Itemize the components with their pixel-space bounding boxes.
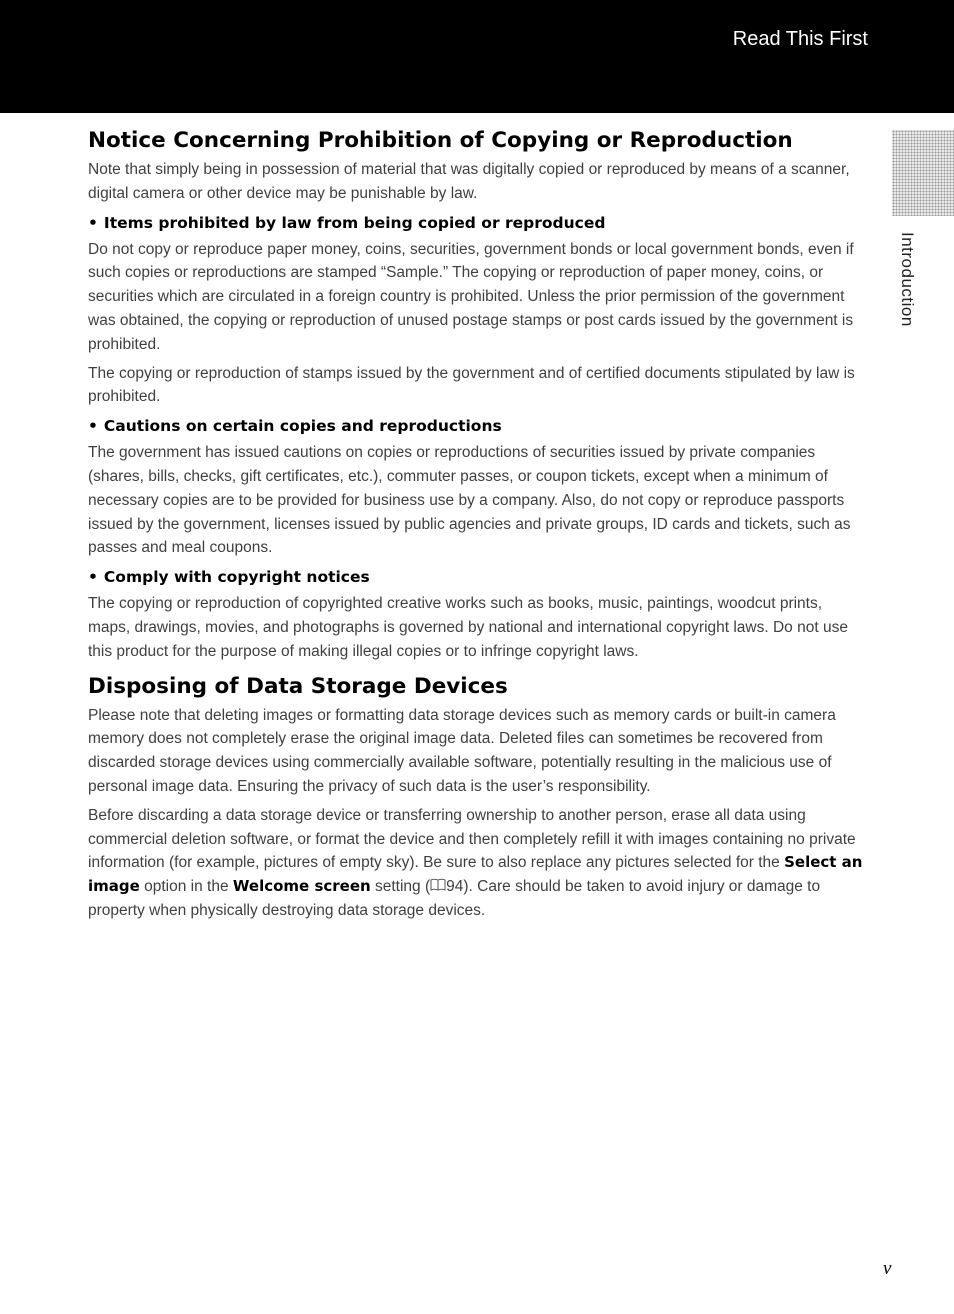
bullet-title: Cautions on certain copies and reproductions [103, 417, 502, 436]
menu-option-select-an-image: Select an image [88, 853, 863, 896]
chapter-tab-marker [892, 130, 954, 216]
section-heading-disposing: Disposing of Data Storage Devices [88, 673, 508, 699]
bullet-title: Comply with copyright notices [103, 568, 370, 587]
reference-page-number: 94 [446, 878, 464, 896]
section-heading-copying: Notice Concerning Prohibition of Copying or Reproduction [88, 128, 793, 153]
page-header-bar [0, 0, 954, 113]
menu-setting-welcome-screen: Welcome screen [232, 877, 371, 896]
bullet-heading-prohibited-items [88, 211, 866, 235]
paragraph-with-settings: Before discarding a data storage device or transferring ownership to another person, erase all data using commercial deletion software, or format the device and then completely refill it with images containing no private information (for example, pictures of empty sky). Be sure to also replace any pictures selected for the Select an image option in the Welcome screen setting ( 94). Care should be taken to avoid injury or damage to property when physically destroying data storage devices. [88, 806, 863, 919]
bullet-title: Items prohibited by law from being copied or reproduced [103, 213, 606, 232]
bullet-heading-cautions [88, 414, 866, 438]
bullet-heading-copyright [88, 565, 866, 589]
bullet-icon: • [88, 417, 98, 436]
bullet-icon: • [88, 213, 98, 232]
section-intro: Note that simply being in possession of material that was digitally copied or reproduced by means of a scanner, digital camera or other device may be punishable by law. [88, 161, 850, 202]
paragraph: The copying or reproduction of copyrighted creative works such as books, music, paintings, woodcut prints, maps, drawings, movies, and photographs is governed by national and international copyright laws. Do not use this product for the purpose of making illegal copies or to infringe copyright laws. [88, 595, 848, 660]
bullet-icon: • [88, 568, 98, 587]
paragraph: The copying or reproduction of stamps issued by the government and of certified documents stipulated by law is prohibited. [88, 364, 855, 406]
chapter-tab-label: Introduction [898, 232, 917, 327]
paragraph: Please note that deleting images or formatting data storage devices such as memory cards or built-in camera memory does not completely erase the original image data. Deleted files can sometimes be recovered from discarded storage devices using commercially available software, potentially resulting in the malicious use of personal image data. Ensuring the privacy of such data is the user’s responsibility. [88, 706, 836, 795]
book-reference-icon [430, 878, 446, 892]
page-number: v [883, 1258, 892, 1279]
paragraph: Do not copy or reproduce paper money, coins, securities, government bonds or local government bonds, even if such copies or reproductions are stamped “Sample.” The copying or reproduction of paper money, coins, or securities which are circulated in a foreign country is prohibited. Unless the prior permission of the government was obtained, the copying or reproduction of unused postage stamps or post cards issued by the government is prohibited. [88, 240, 854, 353]
paragraph: The government has issued cautions on copies or reproductions of securities issued by private companies (shares, bills, checks, gift certificates, etc.), commuter passes, or coupon tickets, except when a minimum of necessary copies are to be provided for business use by a company. Also, do not copy or reproduce passports issued by the government, licenses issued by public agencies and private groups, ID cards and tickets, such as passes and meal coupons. [88, 444, 851, 557]
header-title: Read This First [732, 28, 868, 50]
page-content [88, 124, 866, 928]
